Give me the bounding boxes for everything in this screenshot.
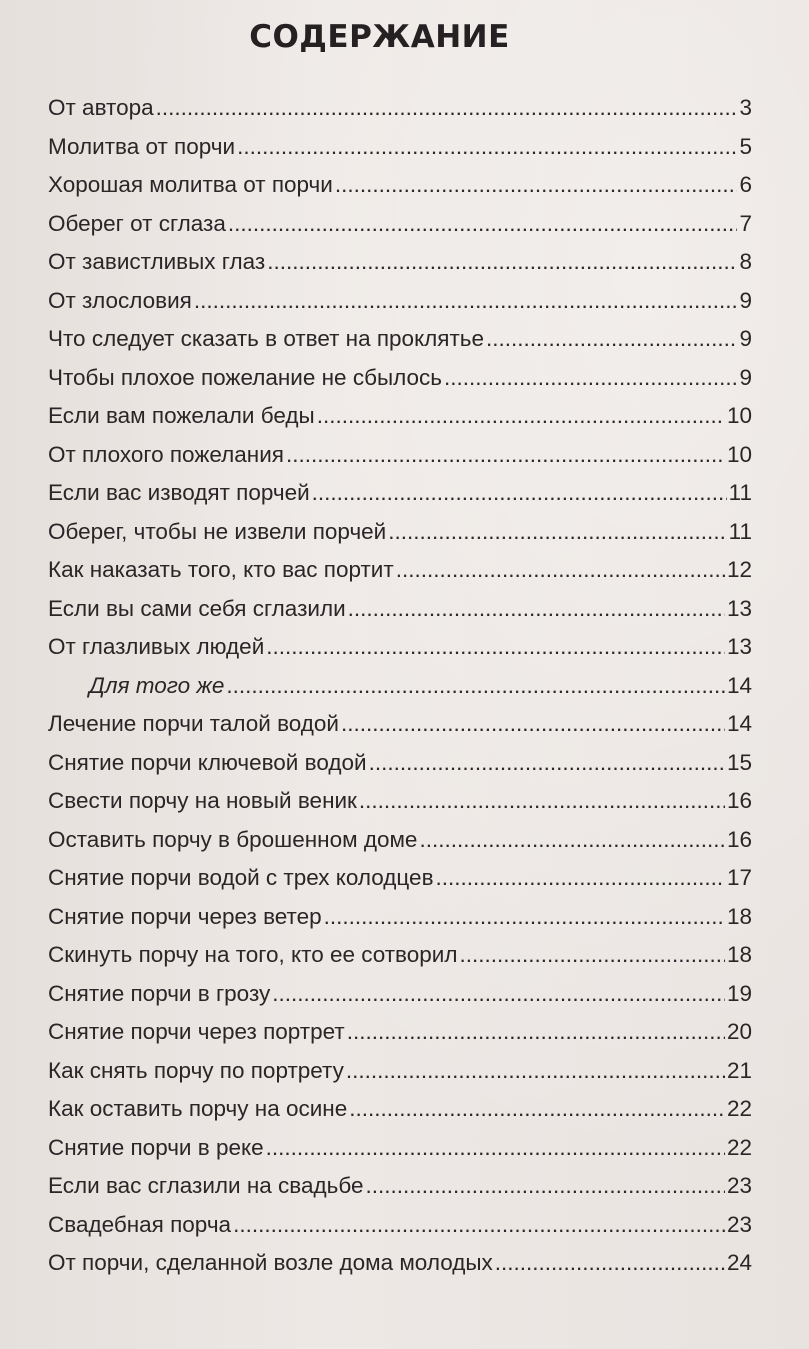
toc-entry	[48, 551, 752, 590]
toc-entry-title: Если вас сглазили на свадьбе	[48, 1173, 364, 1198]
toc-entry-title: Как наказать того, кто вас портит	[48, 557, 394, 582]
toc-entry	[48, 89, 752, 128]
toc-entry-title: От злословия	[48, 287, 192, 313]
toc-entry-page-number: 20	[726, 1019, 752, 1044]
toc-entry-title: Свадебная порча	[48, 1211, 232, 1237]
toc-entry	[48, 282, 752, 321]
dot-leader	[388, 513, 726, 552]
toc-entry-page-number: 11	[728, 480, 752, 505]
toc-entry	[48, 821, 752, 860]
dot-leader	[312, 474, 727, 513]
toc-entry-title: Если вас изводят порчей	[48, 480, 310, 505]
toc-entry-page-number: 19	[726, 980, 752, 1006]
toc-entry-page-number: 22	[726, 1134, 752, 1160]
toc-entry-page-number: 21	[726, 1057, 752, 1083]
toc-entry	[48, 1090, 752, 1129]
toc-entry	[48, 975, 752, 1014]
toc-entry	[48, 1052, 752, 1091]
dot-leader	[266, 1129, 725, 1168]
dot-leader	[346, 1052, 725, 1091]
dot-leader	[233, 1206, 725, 1245]
toc-entry-title: Лечение порчи талой водой	[48, 711, 339, 736]
toc-entry-title: Оберег от сглаза	[48, 210, 226, 236]
dot-leader	[335, 166, 738, 205]
toc-entry	[48, 628, 752, 667]
dot-leader	[459, 936, 724, 975]
dot-leader	[436, 859, 725, 898]
toc-entry-title: Оставить порчу в брошенном доме	[48, 826, 418, 852]
dot-leader	[366, 1167, 725, 1206]
dot-leader	[495, 1244, 725, 1283]
dot-leader	[369, 744, 725, 783]
dot-leader	[341, 705, 725, 744]
toc-entry	[48, 936, 752, 975]
toc-entry-page-number: 10	[726, 441, 752, 467]
toc-entry	[48, 1206, 752, 1245]
dot-leader	[444, 359, 737, 398]
toc-entry-title: Снятие порчи в реке	[48, 1134, 264, 1160]
dot-leader	[266, 628, 725, 667]
toc-entry-title: Снятие порчи в грозу	[48, 980, 271, 1006]
dot-leader	[286, 436, 725, 475]
page-title: СОДЕРЖАНИЕ	[249, 19, 510, 55]
toc-entry	[48, 359, 752, 398]
toc-entry-title: Свести порчу на новый веник	[48, 788, 357, 813]
toc-entry-title: Снятие порчи ключевой водой	[48, 749, 367, 775]
toc-entry-page-number: 14	[726, 672, 752, 698]
toc-entry	[48, 1129, 752, 1168]
toc-entry-title: Что следует сказать в ответ на проклятье	[48, 326, 485, 351]
toc-entry-page-number: 23	[726, 1173, 752, 1198]
toc-entry	[48, 166, 752, 205]
toc-entry-page-number: 23	[726, 1211, 752, 1237]
toc-entry	[48, 320, 752, 359]
toc-entry-title: Снятие порчи через портрет	[48, 1019, 345, 1044]
toc-entry	[48, 782, 752, 821]
toc-entry-title: Для того же	[89, 672, 225, 698]
table-of-contents	[48, 89, 752, 1283]
toc-entry-title: Скинуть порчу на того, кто ее сотворил	[48, 942, 458, 967]
dot-leader	[226, 667, 725, 706]
toc-entry	[48, 128, 752, 167]
toc-entry	[48, 1167, 752, 1206]
toc-entry-title: От глазливых людей	[48, 634, 265, 659]
dot-leader	[396, 551, 725, 590]
toc-entry-title: Чтобы плохое пожелание не сбылось	[48, 364, 443, 390]
toc-entry	[48, 1013, 752, 1052]
toc-entry	[48, 397, 752, 436]
toc-entry-page-number: 13	[726, 634, 752, 659]
toc-entry-page-number: 18	[726, 942, 752, 967]
dot-leader	[324, 898, 725, 937]
toc-entry	[48, 667, 752, 706]
toc-entry-page-number: 9	[739, 287, 752, 313]
dot-leader	[349, 1090, 725, 1129]
toc-entry-page-number: 7	[739, 210, 752, 236]
toc-entry-title: От автора	[48, 95, 154, 120]
toc-entry-title: От порчи, сделанной возле дома молодых	[48, 1250, 493, 1275]
toc-entry-title: Снятие порчи водой с трех колодцев	[48, 865, 434, 890]
dot-leader	[272, 975, 725, 1014]
toc-entry-page-number: 3	[739, 95, 752, 120]
toc-entry-title: Если вам пожелали беды	[48, 403, 315, 428]
toc-entry-page-number: 16	[726, 788, 752, 813]
toc-entry-title: Хорошая молитва от порчи	[48, 172, 333, 197]
toc-entry	[48, 436, 752, 475]
dot-leader	[347, 1013, 725, 1052]
toc-entry-title: От плохого пожелания	[48, 441, 284, 467]
toc-entry	[48, 243, 752, 282]
toc-entry-page-number: 24	[726, 1250, 752, 1275]
dot-leader	[267, 243, 737, 282]
toc-entry-title: Если вы сами себя сглазили	[48, 595, 346, 621]
toc-entry-page-number: 14	[726, 711, 752, 736]
toc-entry-page-number: 15	[726, 749, 752, 775]
toc-entry-title: От завистливых глаз	[48, 249, 266, 274]
toc-entry-page-number: 8	[739, 249, 752, 274]
dot-leader	[156, 89, 738, 128]
toc-entry	[48, 205, 752, 244]
dot-leader	[359, 782, 725, 821]
toc-entry-page-number: 9	[739, 364, 752, 390]
toc-entry-page-number: 17	[726, 865, 752, 890]
toc-entry-title: Как оставить порчу на осине	[48, 1096, 348, 1121]
toc-entry-page-number: 11	[728, 518, 752, 544]
toc-entry-page-number: 9	[739, 326, 752, 351]
toc-entry	[48, 590, 752, 629]
dot-leader	[486, 320, 737, 359]
toc-entry-page-number: 12	[726, 557, 752, 582]
toc-entry-title: Снятие порчи через ветер	[48, 903, 322, 929]
dot-leader	[228, 205, 738, 244]
toc-entry-page-number: 6	[739, 172, 752, 197]
toc-entry-page-number: 5	[739, 133, 752, 159]
toc-entry-title: Как снять порчу по портрету	[48, 1057, 344, 1083]
toc-entry	[48, 1244, 752, 1283]
toc-entry-title: Молитва от порчи	[48, 133, 236, 159]
dot-leader	[317, 397, 725, 436]
toc-entry	[48, 744, 752, 783]
toc-entry-page-number: 18	[726, 903, 752, 929]
toc-entry-page-number: 10	[726, 403, 752, 428]
toc-entry-page-number: 13	[726, 595, 752, 621]
dot-leader	[419, 821, 725, 860]
toc-entry-title: Оберег, чтобы не извели порчей	[48, 518, 387, 544]
dot-leader	[237, 128, 737, 167]
toc-entry	[48, 859, 752, 898]
toc-entry	[48, 474, 752, 513]
toc-entry	[48, 705, 752, 744]
dot-leader	[194, 282, 738, 321]
dot-leader	[348, 590, 725, 629]
toc-entry-page-number: 16	[726, 826, 752, 852]
toc-entry	[48, 513, 752, 552]
toc-entry-page-number: 22	[726, 1096, 752, 1121]
toc-entry	[48, 898, 752, 937]
